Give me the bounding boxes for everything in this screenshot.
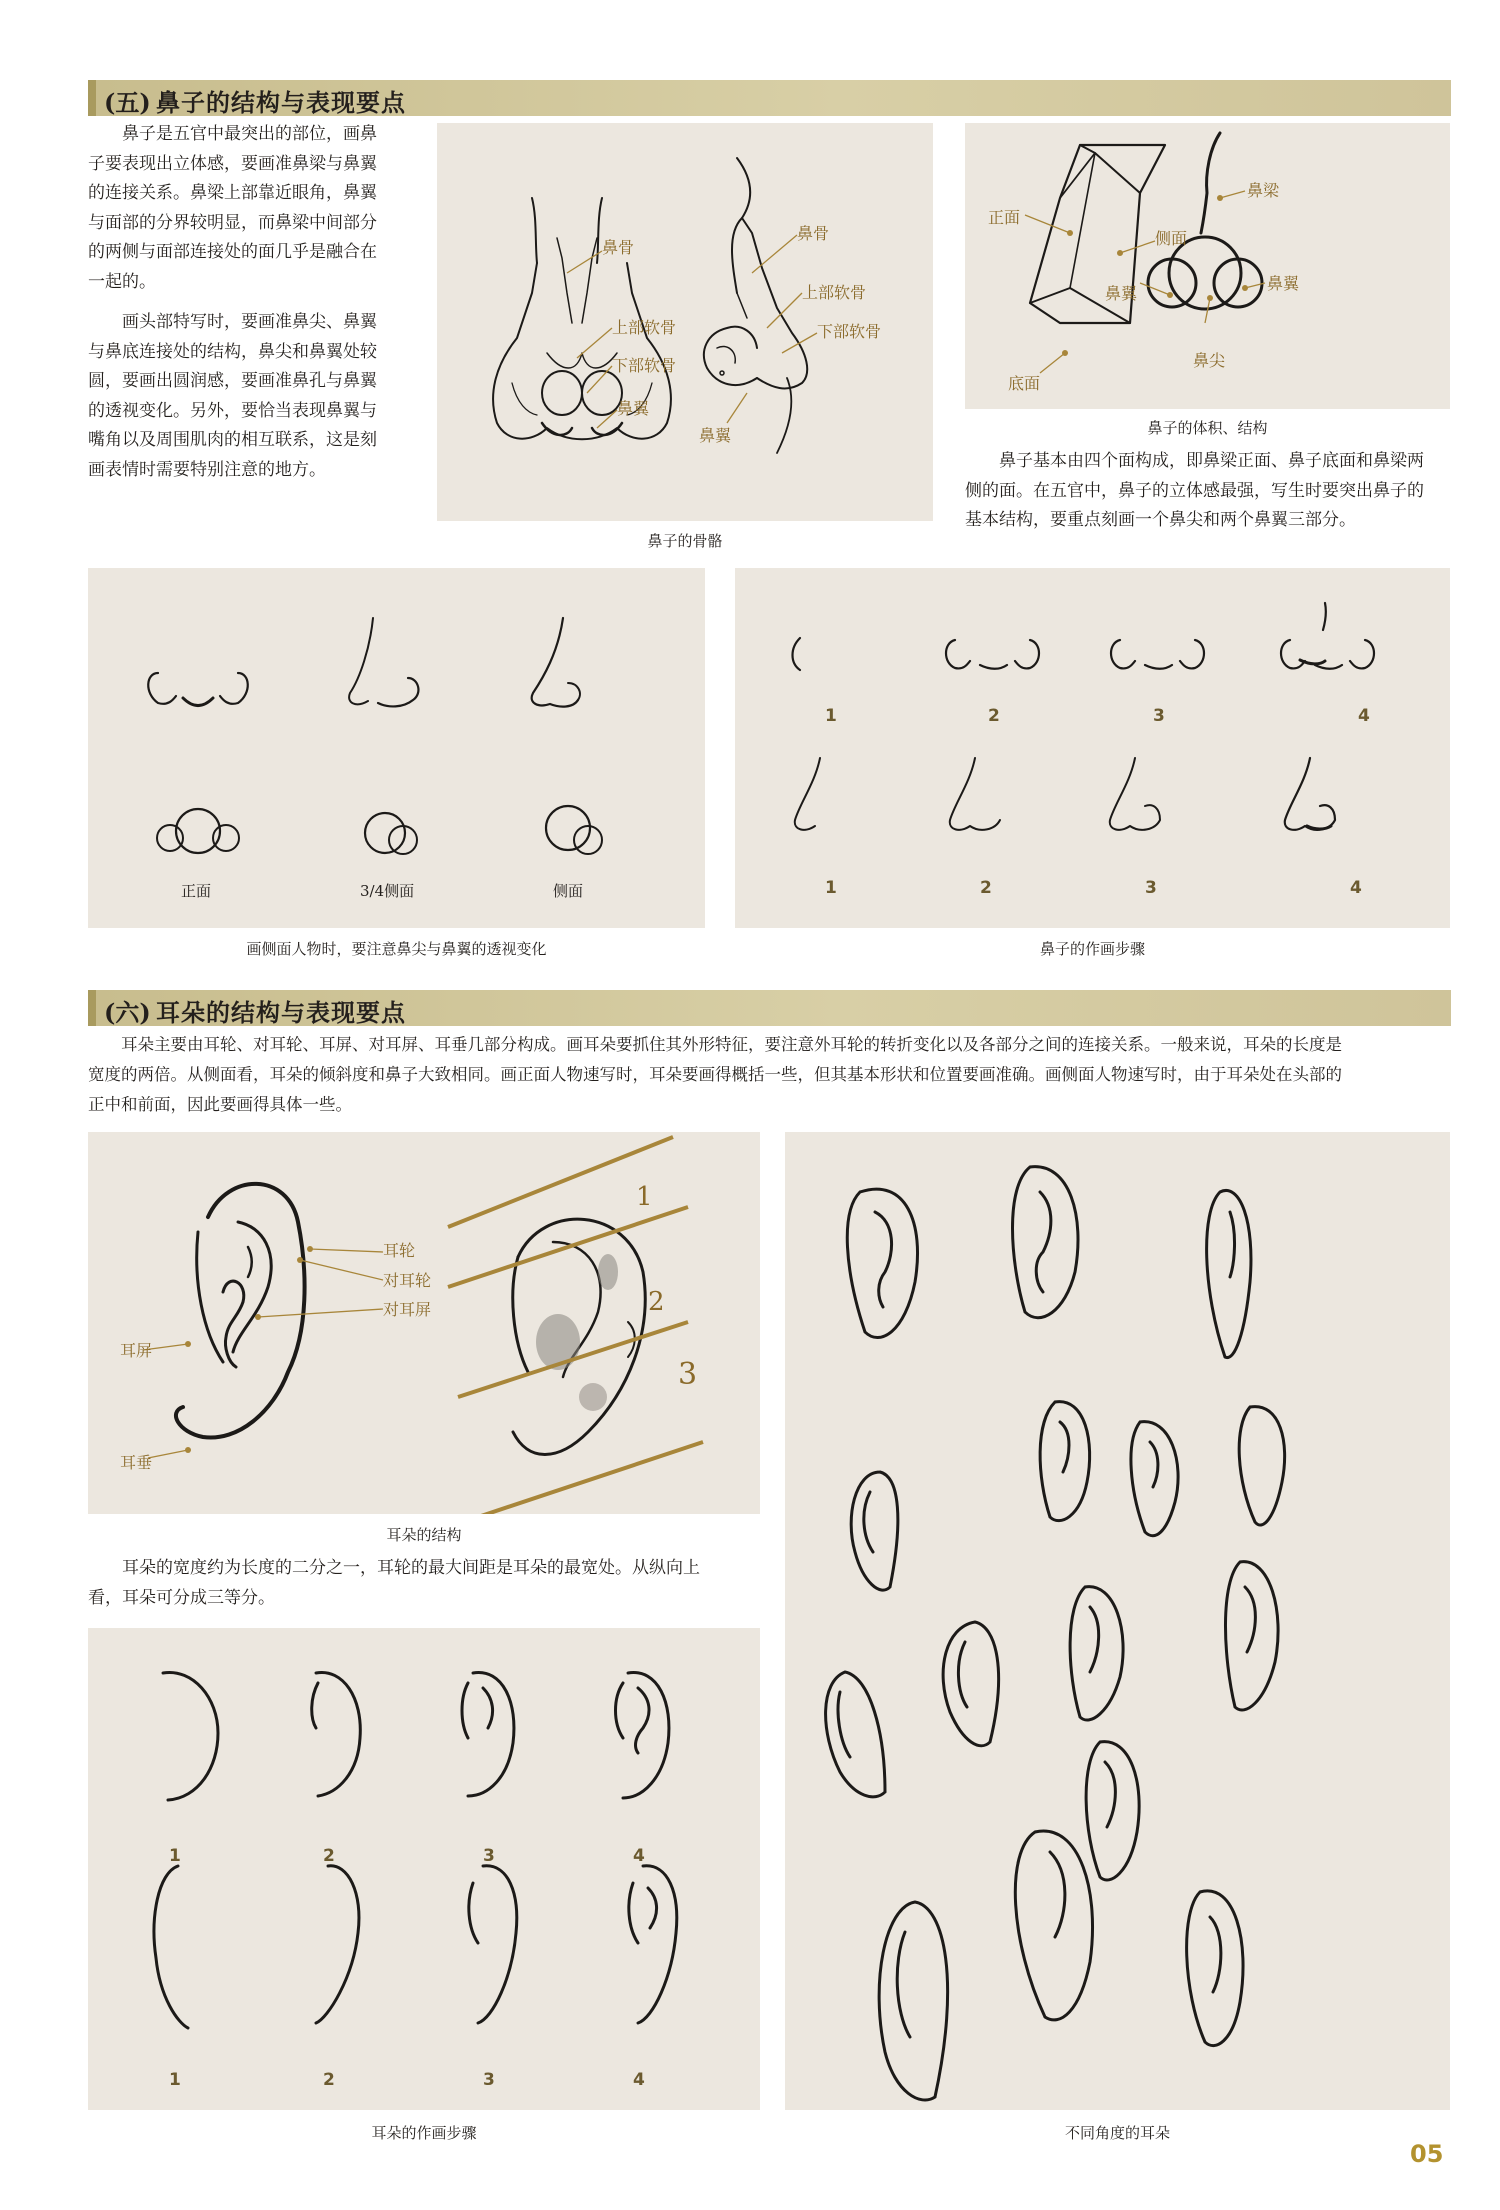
third-mark-1: 1 bbox=[636, 1182, 653, 1212]
label-side-upper-cartilage: 上部软骨 bbox=[802, 283, 867, 302]
section-number: (五) bbox=[104, 88, 151, 117]
caption-nose-steps: 鼻子的作画步骤 bbox=[1039, 940, 1145, 958]
label-lobe: 耳垂 bbox=[120, 1453, 153, 1472]
third-mark-3: 3 bbox=[678, 1357, 698, 1392]
nose-step-3: 3 bbox=[1153, 706, 1165, 726]
para-line: 圆，要画出圆润感，要画准鼻孔与鼻翼 bbox=[88, 371, 377, 392]
para-line: 耳朵主要由耳轮、对耳轮、耳屏、对耳屏、耳垂几部分构成。画耳朵要抓住其外形特征，要注意外耳轮的转折变化以及各部分之间的连接关系。一般来说，耳朵的长度是 bbox=[121, 1035, 1342, 1054]
para-line: 与面部的分界较明显，而鼻梁中间部分 bbox=[88, 212, 377, 233]
ear-side-step-4: 4 bbox=[633, 2070, 645, 2090]
para-line: 子要表现出立体感，要画准鼻梁与鼻翼 bbox=[88, 153, 377, 174]
ear-side-step-3: 3 bbox=[483, 2070, 495, 2090]
ear-step-1: 1 bbox=[169, 1846, 181, 1866]
nose-volume-figure bbox=[965, 123, 1450, 409]
section-title: 耳朵的结构与表现要点 bbox=[156, 998, 406, 1027]
para-line: 嘴角以及周围肌肉的相互联系，这是刻 bbox=[88, 430, 377, 451]
para-line: 画头部特写时，要画准鼻尖、鼻翼 bbox=[122, 312, 377, 332]
nose-side-step-2: 2 bbox=[980, 878, 992, 898]
para-line: 一起的。 bbox=[88, 271, 156, 292]
page-number: 05 bbox=[1410, 2140, 1444, 2168]
view-side-label: 侧面 bbox=[553, 882, 584, 900]
nose-step-1: 1 bbox=[825, 706, 837, 726]
ear-step-3: 3 bbox=[483, 1846, 495, 1866]
label-tip: 鼻尖 bbox=[1193, 351, 1226, 370]
caption-ear-angles: 不同角度的耳朵 bbox=[1064, 2124, 1170, 2142]
para-line: 侧的面。在五官中，鼻子的立体感最强，写生时要突出鼻子的 bbox=[965, 480, 1424, 501]
para-line: 耳朵的宽度约为长度的二分之一，耳轮的最大间距是耳朵的最宽处。从纵向上 bbox=[122, 1558, 700, 1578]
nose-intro-paragraph-2 bbox=[88, 308, 428, 486]
third-mark-2: 2 bbox=[648, 1287, 665, 1317]
label-helix: 耳轮 bbox=[383, 1241, 416, 1260]
nose-step-2: 2 bbox=[988, 706, 1000, 726]
label-side-face: 侧面 bbox=[1155, 229, 1188, 248]
nose-side-step-3: 3 bbox=[1145, 878, 1157, 898]
ear-structure-guides bbox=[88, 1132, 760, 1514]
nose-step-4: 4 bbox=[1358, 706, 1370, 726]
label-bridge: 鼻梁 bbox=[1247, 181, 1280, 200]
nose-volume-paragraph bbox=[965, 447, 1450, 536]
para-line: 的连接关系。鼻梁上部靠近眼角，鼻翼 bbox=[88, 183, 377, 204]
ear-structure-paragraph bbox=[88, 1554, 760, 1613]
label-nose-wing: 鼻翼 bbox=[617, 399, 650, 418]
label-side-nose-wing: 鼻翼 bbox=[699, 426, 732, 445]
view-three-quarter-label: 3/4侧面 bbox=[360, 882, 415, 900]
para-line: 基本结构，要重点刻画一个鼻尖和两个鼻翼三部分。 bbox=[965, 510, 1356, 531]
label-upper-cartilage: 上部软骨 bbox=[612, 318, 677, 337]
nose-steps-figure bbox=[735, 568, 1450, 928]
ear-steps-figure bbox=[88, 1628, 760, 2110]
caption-nose-skeleton: 鼻子的骨骼 bbox=[647, 532, 723, 550]
caption-ear-structure: 耳朵的结构 bbox=[386, 1526, 462, 1544]
label-tragus: 耳屏 bbox=[120, 1341, 153, 1360]
para-line: 鼻子是五官中最突出的部位，画鼻 bbox=[122, 124, 377, 144]
ear-structure-figure bbox=[88, 1132, 760, 1514]
nose-perspective-figure bbox=[88, 568, 705, 928]
ear-angles-drawing bbox=[785, 1132, 1450, 2110]
para-line: 看，耳朵可分成三等分。 bbox=[88, 1587, 275, 1608]
para-line: 宽度的两倍。从侧面看，耳朵的倾斜度和鼻子大致相同。画正面人物速写时，耳朵要画得概括一些，但其基本形状和位置要画准确。画侧面人物速写时，由于耳朵处在头部的 bbox=[88, 1065, 1342, 1084]
section-number: (六) bbox=[104, 998, 151, 1027]
nose-side-step-4: 4 bbox=[1350, 878, 1362, 898]
label-bottom-face: 底面 bbox=[1008, 374, 1041, 393]
section-heading-nose bbox=[88, 80, 1451, 116]
para-line: 的两侧与面部连接处的面几乎是融合在 bbox=[88, 242, 377, 263]
nose-side-step-1: 1 bbox=[825, 878, 837, 898]
view-front-label: 正面 bbox=[181, 882, 212, 900]
nose-perspective-drawing bbox=[88, 568, 705, 928]
label-front-face: 正面 bbox=[988, 208, 1021, 227]
ear-steps-drawing bbox=[88, 1628, 760, 2110]
section-heading-ear bbox=[88, 990, 1451, 1026]
para-line: 的透视变化。另外，要恰当表现鼻翼与 bbox=[88, 400, 377, 421]
para-line: 与鼻底连接处的结构，鼻尖和鼻翼处较 bbox=[88, 341, 377, 362]
ear-angles-figure bbox=[785, 1132, 1450, 2110]
section-title: 鼻子的结构与表现要点 bbox=[156, 88, 406, 117]
para-line: 画表情时需要特别注意的地方。 bbox=[88, 459, 326, 480]
para-line: 鼻子基本由四个面构成，即鼻梁正面、鼻子底面和鼻梁两 bbox=[999, 451, 1424, 471]
ear-step-2: 2 bbox=[323, 1846, 335, 1866]
label-side-lower-cartilage: 下部软骨 bbox=[817, 322, 882, 341]
label-lower-cartilage: 下部软骨 bbox=[612, 356, 677, 375]
caption-nose-volume: 鼻子的体积、结构 bbox=[1147, 419, 1268, 437]
nose-intro-paragraph-1 bbox=[88, 120, 428, 298]
label-wing-left: 鼻翼 bbox=[1105, 284, 1138, 303]
caption-ear-steps: 耳朵的作画步骤 bbox=[371, 2124, 477, 2142]
ear-side-step-2: 2 bbox=[323, 2070, 335, 2090]
label-side-nasal-bone: 鼻骨 bbox=[797, 224, 830, 243]
caption-nose-perspective: 画侧面人物时，要注意鼻尖与鼻翼的透视变化 bbox=[246, 940, 547, 958]
ear-intro-paragraph bbox=[88, 1030, 1451, 1120]
label-wing-right: 鼻翼 bbox=[1267, 274, 1300, 293]
label-antihelix: 对耳轮 bbox=[383, 1271, 432, 1290]
nose-steps-drawing bbox=[735, 568, 1450, 928]
label-antitragus: 对耳屏 bbox=[383, 1300, 432, 1319]
label-nasal-bone: 鼻骨 bbox=[602, 238, 635, 257]
nose-skeleton-figure bbox=[437, 123, 933, 521]
ear-side-step-1: 1 bbox=[169, 2070, 181, 2090]
ear-step-4: 4 bbox=[633, 1846, 645, 1866]
para-line: 正中和前面，因此要画得具体一些。 bbox=[88, 1095, 352, 1114]
